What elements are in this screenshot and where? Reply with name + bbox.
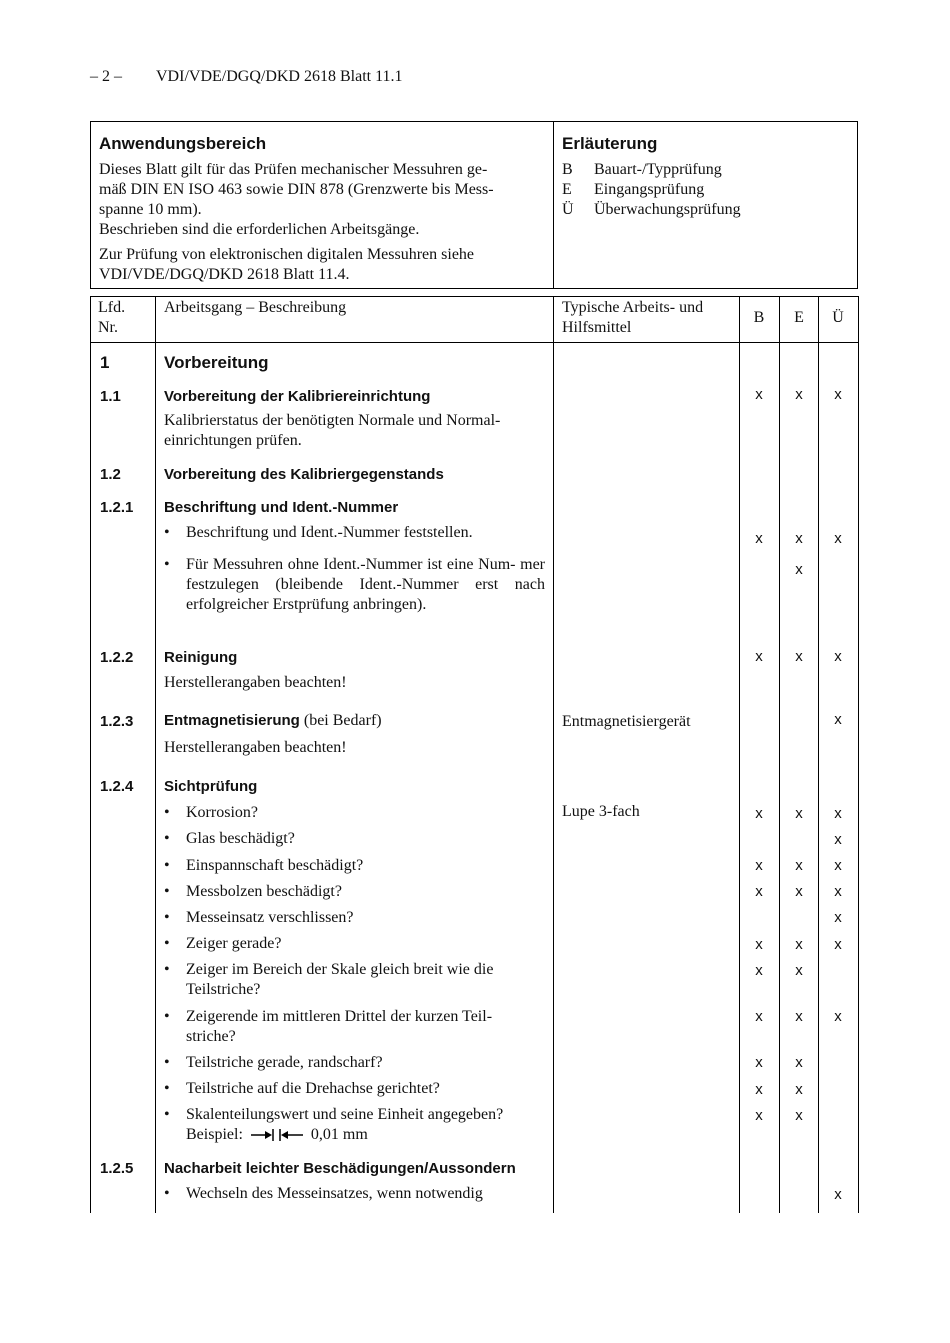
header-text: Hilfsmittel	[562, 319, 632, 336]
bullet-item	[164, 1105, 546, 1145]
header-text: Typische Arbeits- und	[562, 299, 704, 316]
row-number: 1	[100, 353, 110, 372]
check-mark-u: x	[834, 648, 842, 665]
bullet-text: Wechseln des Messeinsatzes, wenn notwendig	[186, 1185, 483, 1202]
scope-line: spanne 10 mm).	[99, 201, 202, 218]
check-mark-b: x	[755, 936, 763, 953]
check-mark-u: x	[834, 883, 842, 900]
check-mark-b: x	[755, 386, 763, 403]
check-mark-e: x	[795, 561, 803, 578]
bullet-item	[164, 829, 546, 849]
bullet-item	[164, 523, 546, 543]
check-mark-u: x	[834, 1186, 842, 1203]
row-number: 1.2	[100, 466, 121, 483]
column-header-tools	[562, 298, 703, 338]
bullet-item	[164, 934, 546, 954]
title-text: Entmagnetisierung	[164, 712, 300, 729]
check-mark-e: x	[795, 857, 803, 874]
bullet-text: Korrosion?	[186, 804, 258, 821]
bullet-icon: •	[164, 556, 170, 573]
bullet-text: Messeinsatz verschlissen?	[186, 909, 354, 926]
row-title: Vorbereitung	[164, 353, 269, 372]
legend-key: E	[562, 181, 572, 198]
bullet-icon: •	[164, 1080, 170, 1097]
example-value: 0,01 mm	[310, 1126, 368, 1143]
row-title: Nacharbeit leichter Beschädigungen/Aussondern	[164, 1160, 516, 1177]
bullet-item	[164, 908, 546, 928]
bullet-icon: •	[164, 1185, 170, 1202]
row-text: Herstellerangaben beachten!	[164, 674, 347, 691]
check-mark-b: x	[755, 1107, 763, 1124]
bullet-icon: •	[164, 524, 170, 541]
check-mark-b: x	[755, 883, 763, 900]
document-title: VDI/VDE/DGQ/DKD 2618 Blatt 11.1	[156, 68, 403, 85]
legend-key: Ü	[562, 201, 574, 218]
title-suffix: (bei Bedarf)	[299, 712, 382, 729]
check-mark-b: x	[755, 857, 763, 874]
bullet-icon: •	[164, 1106, 170, 1123]
check-mark-e: x	[795, 1107, 803, 1124]
bullet-text: Beschriftung und Ident.-Nummer feststellen.	[186, 524, 473, 541]
bullet-text: Teilstriche auf die Drehachse gerichtet?	[186, 1080, 440, 1097]
legend-text: Überwachungsprüfung	[594, 201, 741, 218]
bullet-text: striche?	[186, 1028, 236, 1045]
check-mark-u: x	[834, 831, 842, 848]
check-mark-u: x	[834, 857, 842, 874]
check-mark-e: x	[795, 648, 803, 665]
bullet-text: Einspannschaft beschädigt?	[186, 857, 364, 874]
bullet-text: Zeigerende im mittleren Drittel der kurzen Teil-	[186, 1008, 493, 1025]
scope-line: mäß DIN EN ISO 463 sowie DIN 878 (Grenzwerte bis Mess-	[99, 181, 494, 198]
scope-line: Dieses Blatt gilt für das Prüfen mechanischer Messuhren ge-	[99, 161, 488, 178]
column-header-e: E	[794, 309, 804, 326]
header-text: Nr.	[98, 319, 118, 336]
row-number: 1.2.2	[100, 649, 134, 666]
header-text: Lfd.	[98, 299, 126, 316]
bullet-item	[164, 960, 546, 1000]
bullet-item	[164, 1079, 546, 1099]
legend-text: Eingangsprüfung	[594, 181, 705, 198]
check-mark-b: x	[755, 530, 763, 547]
check-mark-b: x	[755, 962, 763, 979]
check-mark-u: x	[834, 1008, 842, 1025]
row-text: Herstellerangaben beachten!	[164, 739, 347, 756]
bullet-item	[164, 1007, 546, 1047]
scope-line: Zur Prüfung von elektronischen digitalen Messuhren siehe	[99, 246, 475, 263]
column-header-number	[98, 298, 125, 338]
tool-text: Entmagnetisiergerät	[562, 713, 691, 730]
bullet-icon: •	[164, 804, 170, 821]
example-label: Beispiel:	[186, 1126, 243, 1143]
legend-key: B	[562, 161, 573, 178]
column-header-b: B	[753, 309, 765, 326]
page-number: – 2 –	[90, 68, 122, 85]
bullet-icon: •	[164, 1008, 170, 1025]
check-mark-u: x	[834, 386, 842, 403]
bullet-item	[164, 803, 546, 823]
bullet-text: Skalenteilungswert und seine Einheit angegeben?	[186, 1106, 504, 1123]
bullet-text: Teilstriche gerade, randscharf?	[186, 1054, 383, 1071]
row-text: Kalibrierstatus der benötigten Normale und Normal-	[164, 412, 501, 429]
bullet-item	[164, 882, 546, 902]
check-mark-u: x	[834, 711, 842, 728]
check-mark-b: x	[755, 648, 763, 665]
scope-line: VDI/VDE/DGQ/DKD 2618 Blatt 11.4.	[99, 266, 350, 283]
row-title: Reinigung	[164, 649, 238, 666]
bullet-icon: •	[164, 1054, 170, 1071]
check-mark-e: x	[795, 805, 803, 822]
row-title: Sichtprüfung	[164, 778, 258, 795]
row-number: 1.2.1	[100, 499, 134, 516]
row-number: 1.2.4	[100, 778, 134, 795]
tool-text: Lupe 3-fach	[562, 803, 640, 820]
row-number: 1.1	[100, 388, 121, 405]
bullet-text: Glas beschädigt?	[186, 830, 295, 847]
check-mark-e: x	[795, 936, 803, 953]
bullet-icon: •	[164, 935, 170, 952]
check-mark-e: x	[795, 386, 803, 403]
box-divider	[553, 122, 554, 288]
check-mark-e: x	[795, 883, 803, 900]
row-number: 1.2.5	[100, 1160, 134, 1177]
check-mark-b: x	[755, 1081, 763, 1098]
row-text: einrichtungen prüfen.	[164, 432, 302, 449]
check-mark-e: x	[795, 1081, 803, 1098]
check-mark-e: x	[795, 530, 803, 547]
column-header-u: Ü	[832, 309, 844, 326]
row-title: Beschriftung und Ident.-Nummer	[164, 499, 399, 516]
check-mark-u: x	[834, 936, 842, 953]
check-mark-u: x	[834, 909, 842, 926]
bullet-text: Für Messuhren ohne Ident.-Nummer ist eine Num- mer festzulegen (bleibende Ident.-Nummer erst nach erfolgreicher Erstprüfung anbringen).	[186, 556, 545, 613]
column-header-description: Arbeitsgang – Beschreibung	[164, 299, 347, 316]
check-mark-e: x	[795, 1054, 803, 1071]
measuring-arrows-icon	[249, 1128, 305, 1142]
bullet-icon: •	[164, 857, 170, 874]
row-title	[164, 712, 382, 730]
bullet-icon: •	[164, 830, 170, 847]
check-mark-b: x	[755, 805, 763, 822]
check-mark-u: x	[834, 805, 842, 822]
scope-line: Beschrieben sind die erforderlichen Arbeitsgänge.	[99, 221, 420, 238]
bullet-text: Zeiger im Bereich der Skale gleich breit wie die	[186, 961, 494, 978]
bullet-item	[164, 1053, 546, 1073]
bullet-item	[164, 555, 546, 615]
check-mark-e: x	[795, 962, 803, 979]
page-header	[90, 68, 403, 86]
legend-text: Bauart-/Typprüfung	[594, 161, 722, 178]
example-line	[186, 1125, 546, 1145]
bullet-icon: •	[164, 909, 170, 926]
check-mark-b: x	[755, 1008, 763, 1025]
row-title: Vorbereitung des Kalibriergegenstands	[164, 466, 444, 483]
scope-title: Anwendungsbereich	[99, 134, 267, 153]
bullet-item	[164, 856, 546, 876]
bullet-icon: •	[164, 961, 170, 978]
bullet-text: Teilstriche?	[186, 981, 261, 998]
bullet-item	[164, 1184, 546, 1204]
legend-title: Erläuterung	[562, 134, 658, 153]
row-number: 1.2.3	[100, 713, 134, 730]
check-mark-u: x	[834, 530, 842, 547]
row-title: Vorbereitung der Kalibriereinrichtung	[164, 388, 431, 405]
check-mark-e: x	[795, 1008, 803, 1025]
scope-legend-box	[90, 121, 858, 289]
bullet-icon: •	[164, 883, 170, 900]
bullet-text: Messbolzen beschädigt?	[186, 883, 342, 900]
bullet-text: Zeiger gerade?	[186, 935, 282, 952]
check-mark-b: x	[755, 1054, 763, 1071]
